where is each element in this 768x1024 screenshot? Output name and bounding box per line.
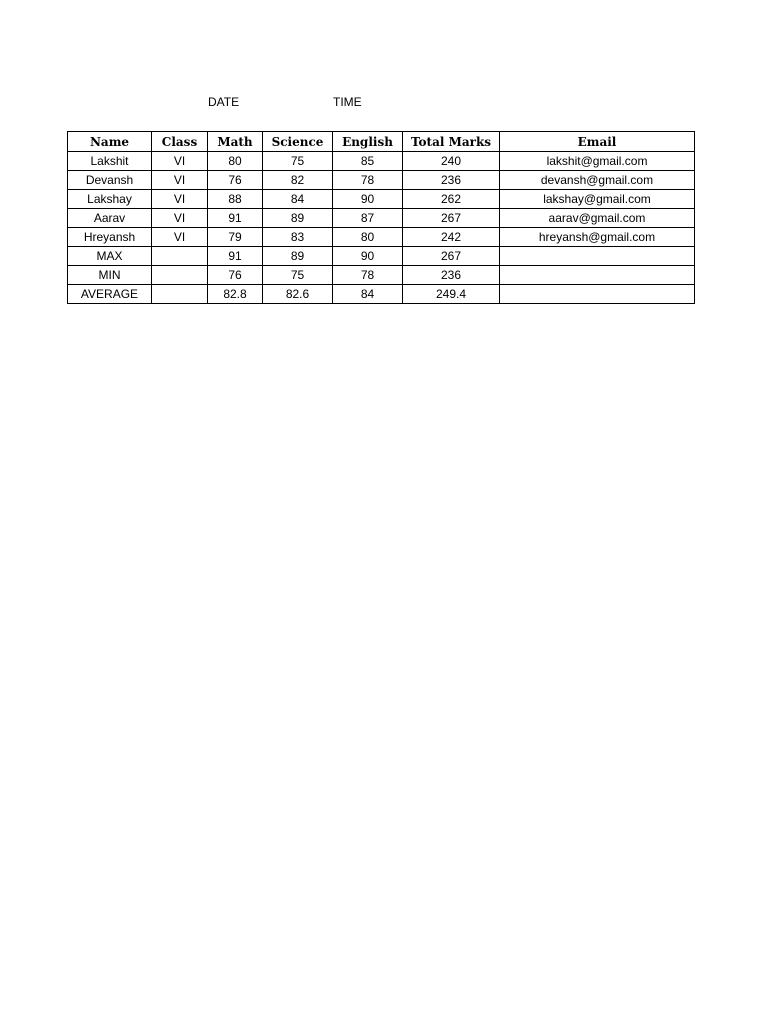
cell-science: 75: [263, 266, 333, 285]
cell-name: Lakshay: [68, 190, 152, 209]
cell-email: lakshay@gmail.com: [500, 190, 695, 209]
cell-science: 82.6: [263, 285, 333, 304]
cell-total-marks: 240: [403, 152, 500, 171]
cell-english: 84: [333, 285, 403, 304]
column-header-name: Name: [68, 132, 152, 152]
time-label: TIME: [333, 95, 362, 109]
cell-math: 79: [208, 228, 263, 247]
cell-english: 85: [333, 152, 403, 171]
cell-math: 88: [208, 190, 263, 209]
cell-english: 90: [333, 247, 403, 266]
cell-email: hreyansh@gmail.com: [500, 228, 695, 247]
cell-class: VI: [152, 190, 208, 209]
date-label: DATE: [208, 95, 240, 109]
cell-class: [152, 285, 208, 304]
cell-name: AVERAGE: [68, 285, 152, 304]
cell-math: 91: [208, 247, 263, 266]
table-row: [68, 228, 695, 247]
cell-english: 80: [333, 228, 403, 247]
cell-class: VI: [152, 152, 208, 171]
cell-total-marks: 236: [403, 266, 500, 285]
cell-class: VI: [152, 209, 208, 228]
cell-science: 89: [263, 209, 333, 228]
cell-english: 87: [333, 209, 403, 228]
column-header-science: Science: [263, 132, 333, 152]
cell-english: 78: [333, 171, 403, 190]
cell-total-marks: 249.4: [403, 285, 500, 304]
cell-email: aarav@gmail.com: [500, 209, 695, 228]
cell-class: VI: [152, 171, 208, 190]
cell-english: 90: [333, 190, 403, 209]
cell-total-marks: 267: [403, 209, 500, 228]
cell-total-marks: 262: [403, 190, 500, 209]
cell-science: 82: [263, 171, 333, 190]
cell-name: Hreyansh: [68, 228, 152, 247]
cell-class: [152, 266, 208, 285]
cell-math: 76: [208, 266, 263, 285]
cell-name: Lakshit: [68, 152, 152, 171]
cell-english: 78: [333, 266, 403, 285]
cell-total-marks: 267: [403, 247, 500, 266]
cell-math: 76: [208, 171, 263, 190]
student-marks-table: [67, 131, 695, 304]
table-header-row: [68, 132, 695, 152]
column-header-email: Email: [500, 132, 695, 152]
cell-science: 75: [263, 152, 333, 171]
cell-email: [500, 247, 695, 266]
cell-science: 83: [263, 228, 333, 247]
column-header-english: English: [333, 132, 403, 152]
cell-name: Aarav: [68, 209, 152, 228]
table-row: [68, 209, 695, 228]
cell-science: 89: [263, 247, 333, 266]
table-row-max: [68, 247, 695, 266]
cell-email: [500, 266, 695, 285]
cell-email: [500, 285, 695, 304]
column-header-math: Math: [208, 132, 263, 152]
cell-email: devansh@gmail.com: [500, 171, 695, 190]
cell-math: 80: [208, 152, 263, 171]
cell-name: Devansh: [68, 171, 152, 190]
table-row: [68, 152, 695, 171]
table-row: [68, 171, 695, 190]
table-row-average: [68, 285, 695, 304]
cell-science: 84: [263, 190, 333, 209]
cell-name: MAX: [68, 247, 152, 266]
table-row-min: [68, 266, 695, 285]
table-row: [68, 190, 695, 209]
cell-email: lakshit@gmail.com: [500, 152, 695, 171]
cell-name: MIN: [68, 266, 152, 285]
column-header-total-marks: Total Marks: [403, 132, 500, 152]
cell-class: [152, 247, 208, 266]
cell-total-marks: 236: [403, 171, 500, 190]
cell-math: 91: [208, 209, 263, 228]
cell-total-marks: 242: [403, 228, 500, 247]
column-header-class: Class: [152, 132, 208, 152]
cell-math: 82.8: [208, 285, 263, 304]
cell-class: VI: [152, 228, 208, 247]
